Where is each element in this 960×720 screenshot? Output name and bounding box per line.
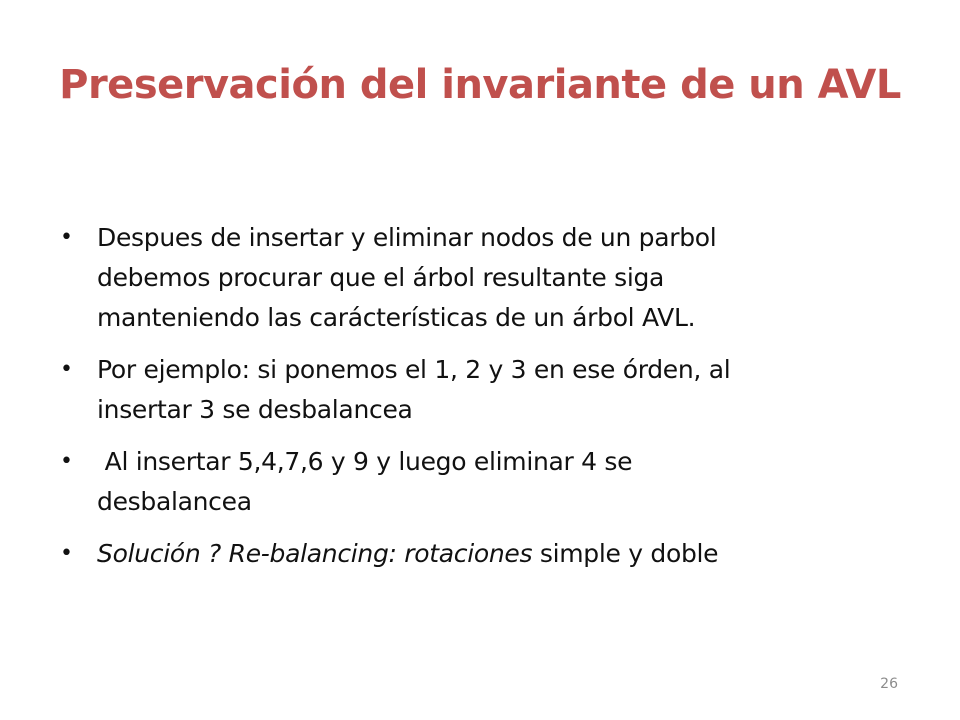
bullet-text-line: Despues de insertar y eliminar nodos de un parbol [97,223,717,252]
bullet-italic-text: Solución ? Re-balancing: rotaciones [97,539,533,568]
bullet-text-line: insertar 3 se desbalancea [97,395,413,424]
bullet-text-line: debemos procurar que el árbol resultante siga [97,263,665,292]
bullet-item [60,442,930,522]
bullet-text-line: desbalancea [97,487,252,516]
bullet-icon: • [60,541,73,566]
bullet-icon: • [60,357,73,382]
bullet-text-line [97,534,930,574]
bullet-text-line: Por ejemplo: si ponemos el 1, 2 y 3 en ese órden, al [97,355,731,384]
bullet-text-line: Al insertar 5,4,7,6 y 9 y luego eliminar 4 se [97,447,633,476]
bullet-normal-text: simple y doble [532,539,719,568]
bullet-icon: • [60,449,73,474]
bullet-item [60,534,930,574]
bullet-text-line: manteniendo las carácterísticas de un árbol AVL. [97,303,696,332]
slide-title: Preservación del invariante de un AVL [59,62,901,108]
bullet-list [60,218,930,586]
bullet-item [60,350,930,430]
bullet-item [60,218,930,338]
page-number: 26 [880,676,898,692]
bullet-icon: • [60,225,73,250]
